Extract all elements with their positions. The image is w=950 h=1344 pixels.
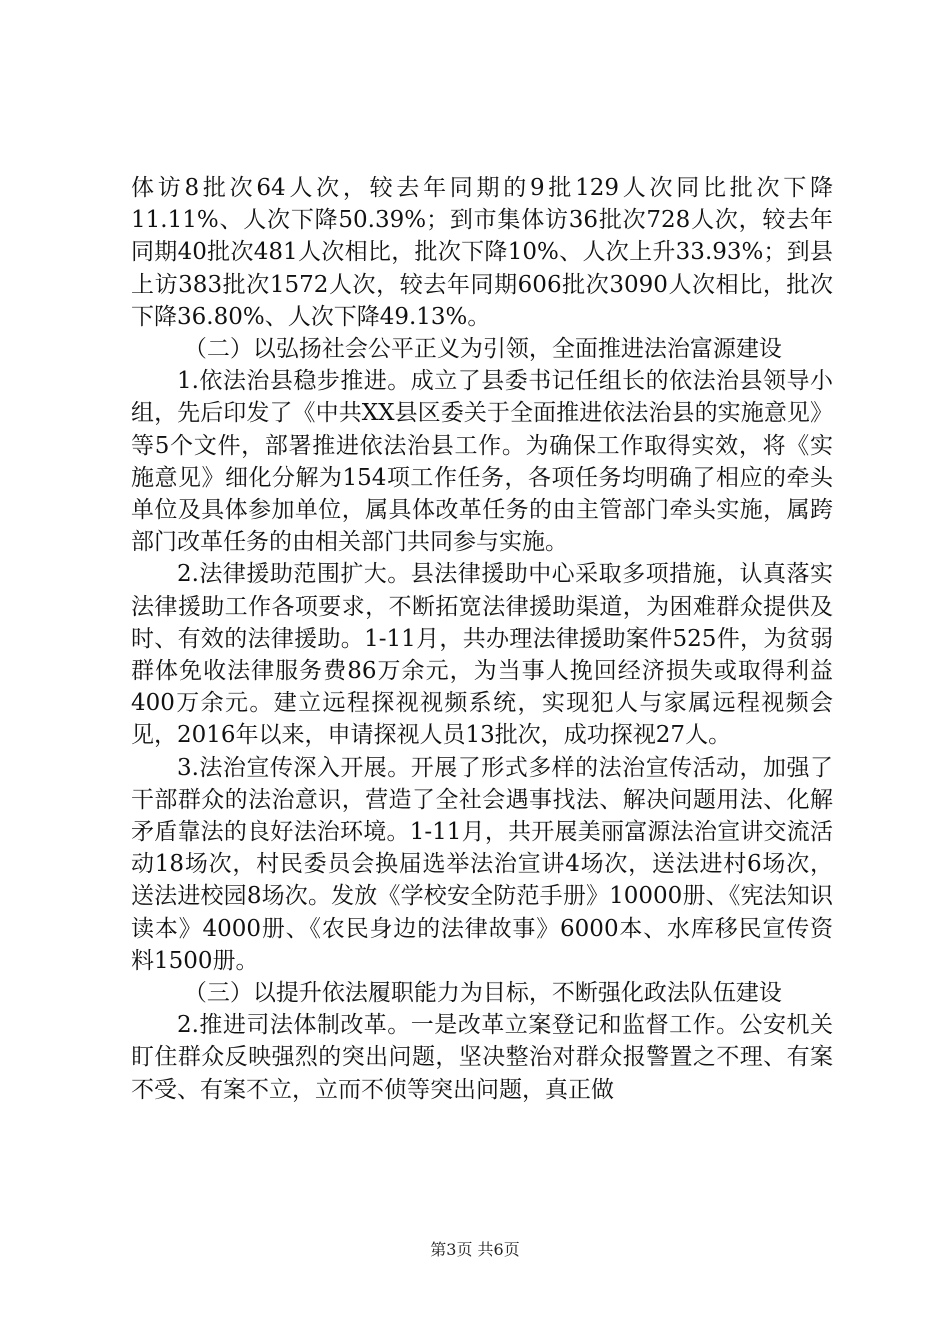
paragraph-judicial-reform: 2.推进司法体制改革。一是改革立案登记和监督工作。公安机关盯住群众反映强烈的突出问题，坚决整治对群众报警置之不理、有案不受、有案不立，立而不侦等突出问题，真正做 — [131, 1012, 833, 1103]
paragraph-rule-of-law-county: 1.依法治县稳步推进。成立了县委书记任组长的依法治县领导小组，先后印发了《中共XX县区委关于全面推进依法治县的实施意见》等5个文件，部署推进依法治县工作。为确保工作取得实效，将《实施意见》细化分解为154项工作任务，各项任务均明确了相应的牵头单位及具体参加单位，属具体改革任务的由主管部门牵头实施，属跨部门改革任务的由相关部门共同参与实施。 — [131, 368, 833, 556]
paragraph-legal-publicity: 3.法治宣传深入开展。开展了形式多样的法治宣传活动，加强了干部群众的法治意识，营造了全社会遇事找法、解决问题用法、化解矛盾靠法的良好法治环境。1-11月，共开展美丽富源法治宣讲交流活动18场次，村民委员会换届选举法治宣讲4场次，送法进村6场次，送法进校园8场次。发放《学校安全防范手册》10000册、《宪法知识读本》4000册、《农民身边的法律故事》6000本、水库移民宣传资料1500册。 — [131, 754, 833, 974]
section-heading-3: （三）以提升依法履职能力为目标，不断强化政法队伍建设 — [183, 980, 782, 1007]
page-number-footer: 第3页 共6页 — [430, 1240, 520, 1259]
paragraph-legal-aid: 2.法律援助范围扩大。县法律援助中心采取多项措施，认真落实法律援助工作各项要求，不断拓宽法律援助渠道，为困难群众提供及时、有效的法律援助。1-11月，共办理法律援助案件525件，为贫弱群体免收法律服务费86万余元，为当事人挽回经济损失或取得利益400万余元。建立远程探视视频系统，实现犯人与家属远程视频会见，2016年以来，申请探视人员13批次，成功探视27人。 — [131, 561, 833, 749]
document-body — [131, 172, 833, 1106]
paragraph-petition-stats: 体访8批次64人次，较去年同期的9批129人次同比批次下降11.11%、人次下降50.39%；到市集体访36批次728人次，较去年同期40批次481人次相比，批次下降10%、人次上升33.93%；到县上访383批次1572人次，较去年同期606批次3090人次相比，批次下降36.80%、人次下降49.13%。 — [131, 175, 833, 330]
section-heading-2: （二）以弘扬社会公平正义为引领，全面推进法治富源建设 — [183, 336, 782, 363]
